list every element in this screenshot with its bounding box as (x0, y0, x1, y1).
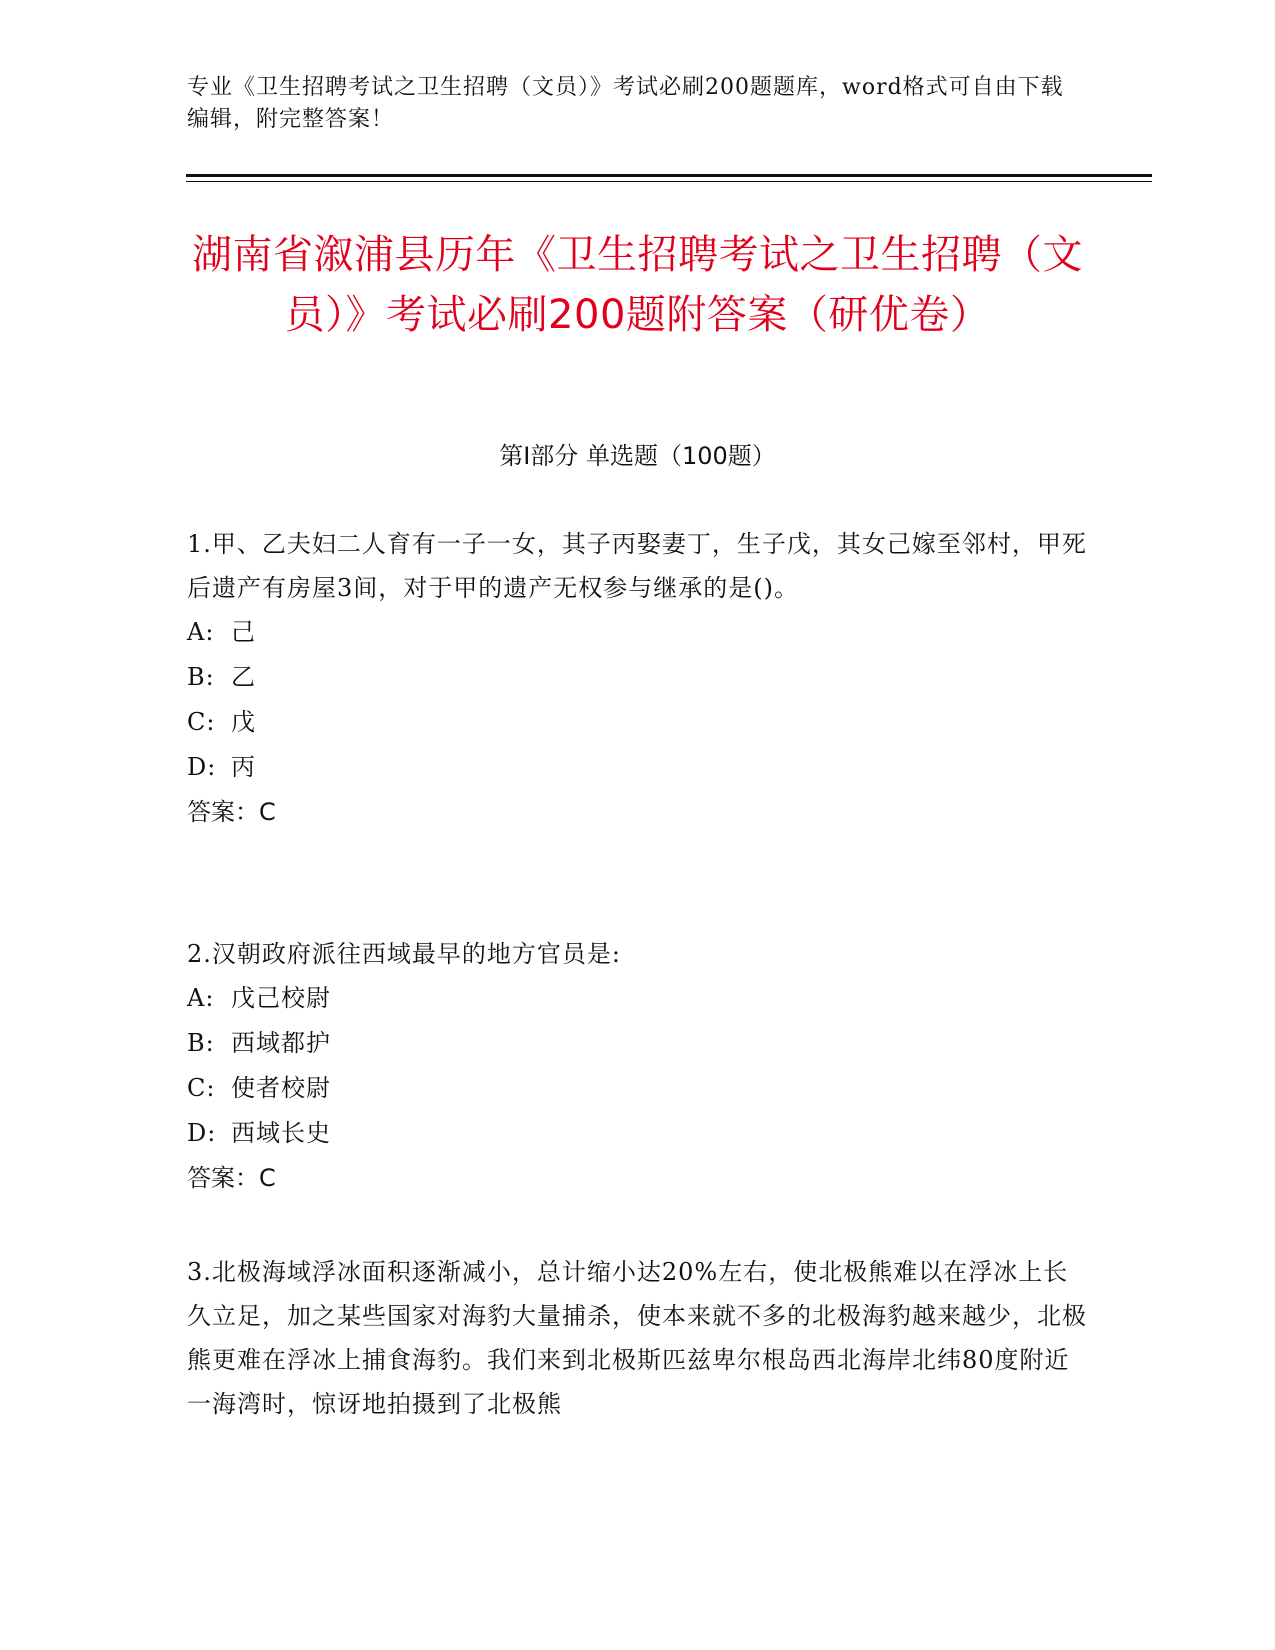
option-text: 戊 (231, 708, 256, 736)
option-b (187, 1021, 1087, 1066)
question-2 (187, 932, 1087, 1201)
option-b (187, 655, 1087, 700)
option-text: 己 (231, 618, 256, 646)
header-rule-thick (186, 174, 1152, 177)
option-letter: C: (187, 708, 216, 736)
option-text: 丙 (231, 753, 256, 781)
option-a (187, 976, 1087, 1021)
option-text: 使者校尉 (231, 1074, 331, 1102)
header-rule-thin (186, 181, 1152, 182)
option-letter: C: (187, 1074, 216, 1102)
question-1 (187, 522, 1087, 835)
option-d (187, 1111, 1087, 1156)
option-text: 西域都护 (231, 1029, 331, 1057)
option-c (187, 1066, 1087, 1111)
option-c (187, 700, 1087, 745)
option-text: 乙 (231, 663, 256, 691)
option-letter: D: (187, 1119, 217, 1147)
option-text: 西域长史 (231, 1119, 331, 1147)
option-letter: B: (187, 663, 215, 691)
question-stem: 3.北极海域浮冰面积逐渐减小，总计缩小达20%左右，使北极熊难以在浮冰上长久立足，加之某些国家对海豹大量捕杀，使本来就不多的北极海豹越来越少，北极熊更难在浮冰上捕食海豹。我们来到北极斯匹兹卑尔根岛西北海岸北纬80度附近一海湾时，惊讶地拍摄到了北极熊 (187, 1258, 1087, 1418)
option-letter: A: (187, 618, 215, 646)
document-title: 湖南省溆浦县历年《卫生招聘考试之卫生招聘（文员）》考试必刷200题附答案（研优卷） (192, 232, 1083, 338)
section-heading: 第Ⅰ部分 单选题（100题） (499, 442, 776, 470)
option-letter: B: (187, 1029, 215, 1057)
option-text: 戊己校尉 (231, 984, 331, 1012)
header-note: 专业《卫生招聘考试之卫生招聘（文员）》考试必刷200题题库，word格式可自由下载编辑，附完整答案！ (187, 75, 1064, 132)
question-3 (187, 1250, 1087, 1426)
option-d (187, 745, 1087, 790)
question-stem: 2.汉朝政府派往西域最早的地方官员是: (187, 940, 621, 968)
answer-line: 答案：C (187, 1164, 276, 1192)
option-letter: D: (187, 753, 217, 781)
option-a (187, 610, 1087, 655)
question-stem: 1.甲、乙夫妇二人育有一子一女，其子丙娶妻丁，生子戊，其女己嫁至邻村，甲死后遗产有房屋3间，对于甲的遗产无权参与继承的是()。 (187, 530, 1087, 602)
answer-line: 答案：C (187, 798, 276, 826)
option-letter: A: (187, 984, 215, 1012)
